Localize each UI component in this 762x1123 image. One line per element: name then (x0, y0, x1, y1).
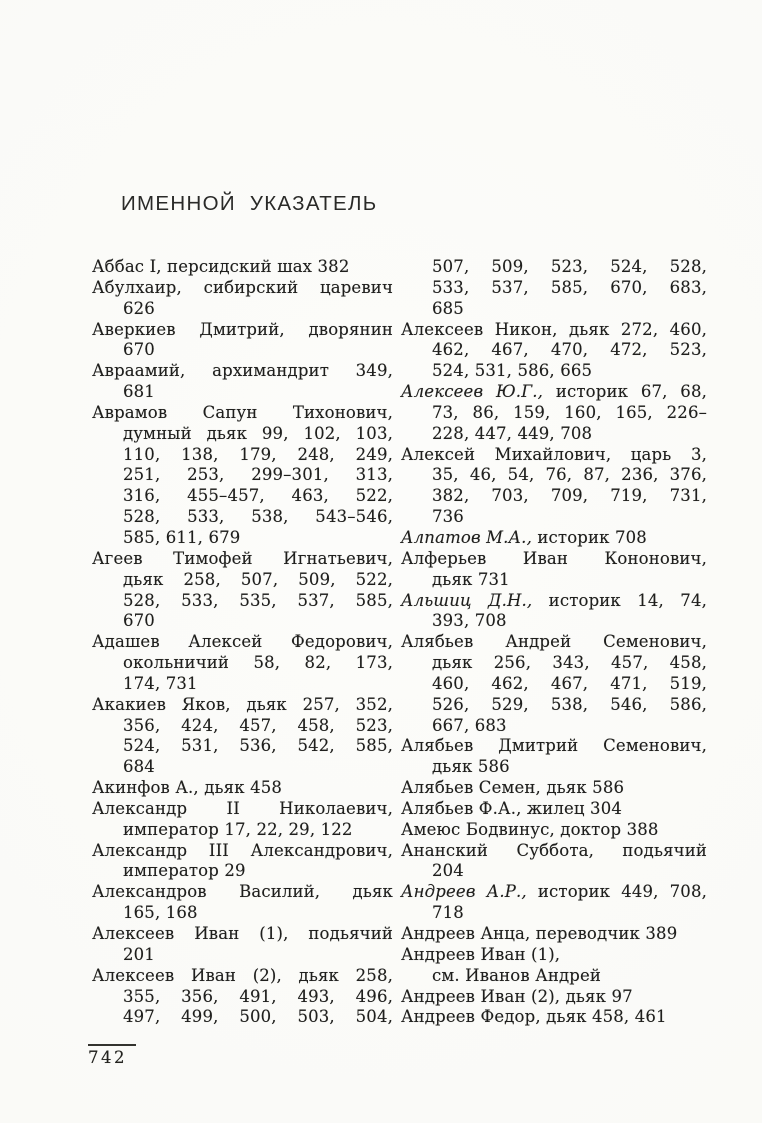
index-entry-line: Алябьев Ф.А., жилец 304 (401, 798, 622, 818)
index-entry-line: Алябьев Дмитрий Семенович, (401, 736, 707, 756)
index-entry-line: Алябьев Семен, дьяк 586 (401, 778, 625, 798)
index-line-continuation: император 17, 22, 29, 122 (123, 819, 353, 839)
index-entry-line: Аббас I, персидский шах 382 (92, 257, 350, 276)
index-entry-line: Акинфов А., дьяк 458 (92, 778, 283, 798)
index-line-continuation: 201 (123, 944, 155, 964)
index-line-continuation: 670 (123, 340, 155, 360)
entry-name-italic: Андреев А.Р., (401, 882, 527, 902)
index-line-continuation: император 29 (123, 861, 246, 881)
index-line-continuation: 667, 683 (432, 715, 507, 735)
index-line-continuation: дьяк 256, 343, 457, 458, (432, 653, 707, 673)
index-line-continuation: 393, 708 (432, 611, 507, 631)
index-line-continuation: 251, 253, 299–301, 313, (123, 465, 393, 485)
index-line-continuation: 460, 462, 467, 471, 519, (432, 673, 707, 693)
index-line-continuation: 228, 447, 449, 708 (432, 423, 593, 443)
index-entry-line: Алексей Михайлович, царь 3, (401, 444, 707, 464)
index-line-continuation: 533, 537, 585, 670, 683, (432, 277, 707, 297)
entry-name-italic: Алпатов М.А., (401, 527, 532, 547)
index-entry-line: Алябьев Андрей Семенович, (401, 632, 707, 652)
index-line-continuation: дьяк 731 (432, 569, 510, 589)
index-line-continuation: 110, 138, 179, 248, 249, (123, 444, 393, 464)
index-line-continuation: 681 (123, 382, 155, 402)
index-line-continuation: 524, 531, 536, 542, 585, (123, 736, 393, 756)
index-entry-line: Акакиев Яков, дьяк 257, 352, (92, 694, 393, 714)
index-line-continuation: 382, 703, 709, 719, 731, (432, 486, 707, 506)
index-line-continuation: 462, 467, 470, 472, 523, (432, 340, 707, 360)
index-entry-line: Авраамий, архимандрит 349, (92, 361, 393, 381)
index-line-continuation: 204 (432, 861, 464, 881)
index-line-continuation: 497, 499, 500, 503, 504, (123, 1007, 393, 1027)
index-entry-line (401, 528, 707, 549)
index-line-continuation: 73, 86, 159, 160, 165, 226– (432, 402, 707, 422)
index-entry-line: Ананский Суббота, подьячий (401, 840, 707, 860)
index-entry-line: Абулхаир, сибирский царевич (92, 277, 393, 297)
index-line-continuation: дьяк 258, 507, 509, 522, (123, 569, 393, 589)
index-entry-line: Андреев Федор, дьяк 458, 461 (401, 1007, 667, 1027)
index-line-continuation: 736 (432, 507, 464, 527)
index-line-continuation: 685 (432, 298, 464, 318)
index-line-continuation: 316, 455–457, 463, 522, (123, 486, 393, 506)
index-entry-line: Агеев Тимофей Игнатьевич, (92, 548, 393, 568)
index-line-continuation: 585, 611, 679 (123, 527, 241, 547)
index-entry-line (401, 591, 707, 612)
index-line-continuation: 356, 424, 457, 458, 523, (123, 715, 393, 735)
index-line-continuation: 355, 356, 491, 493, 496, (123, 986, 393, 1006)
index-entry-line: Алексеев Иван (1), подьячий (92, 924, 393, 943)
index-entry-line: Аврамов Сапун Тихонович, (92, 402, 393, 422)
index-entry-line: Аверкиев Дмитрий, дворянин (92, 319, 393, 339)
index-line-continuation: 718 (432, 903, 464, 923)
index-entry-line (401, 882, 707, 903)
index-line-continuation: думный дьяк 99, 102, 103, (123, 423, 393, 443)
entry-text: историк 14, 74, (532, 590, 707, 610)
index-line-continuation: 528, 533, 535, 537, 585, (123, 590, 393, 610)
page-number: 742 (88, 1044, 136, 1067)
index-entry-line: Амеюс Бодвинус, доктор 388 (401, 819, 659, 839)
index-line-continuation: 526, 529, 538, 546, 586, (432, 694, 707, 714)
index-entry-line: Алексеев Иван (2), дьяк 258, (92, 965, 393, 985)
index-entry-line: Адашев Алексей Федорович, (92, 632, 393, 652)
index-line-continuation: 528, 533, 538, 543–546, (123, 507, 393, 527)
index-line-continuation: 165, 168 (123, 903, 198, 923)
index-line-continuation: дьяк 586 (432, 757, 510, 777)
index-line-continuation: окольничий 58, 82, 173, (123, 653, 393, 673)
index-column-right (401, 257, 707, 1028)
entry-text: историк 67, 68, (543, 382, 707, 402)
index-entry-line: Александр III Александрович, (92, 840, 393, 860)
index-entry-line: Андреев Анца, переводчик 389 (401, 924, 678, 943)
index-entry-line: Александров Василий, дьяк (92, 882, 393, 902)
index-line-continuation: см. Иванов Андрей (432, 965, 602, 985)
index-entry-line: Алексеев Никон, дьяк 272, 460, (401, 319, 707, 339)
index-line-continuation: 507, 509, 523, 524, 528, (432, 257, 707, 276)
index-line-continuation: 174, 731 (123, 673, 198, 693)
index-entry-line: Александр II Николаевич, (92, 798, 393, 818)
index-entry-line: Андреев Иван (2), дьяк 97 (401, 986, 633, 1006)
entry-name-italic: Алексеев Ю.Г., (401, 382, 544, 402)
index-line-continuation: 670 (123, 611, 155, 631)
index-entry-line: Андреев Иван (1), (401, 944, 561, 964)
entry-text: историк 708 (531, 527, 647, 547)
index-line-continuation: 626 (123, 298, 155, 318)
entry-text: историк 449, 708, (526, 882, 707, 902)
page-title: ИМЕННОЙ УКАЗАТЕЛЬ (121, 192, 378, 215)
index-column-left (92, 257, 393, 1028)
entry-name-italic: Альшиц Д.Н., (401, 590, 533, 610)
index-line-continuation: 684 (123, 757, 155, 777)
index-entry-line (401, 382, 707, 403)
index-entry-line: Алферьев Иван Кононович, (401, 548, 707, 568)
index-line-continuation: 524, 531, 586, 665 (432, 361, 593, 381)
index-line-continuation: 35, 46, 54, 76, 87, 236, 376, (432, 465, 707, 485)
